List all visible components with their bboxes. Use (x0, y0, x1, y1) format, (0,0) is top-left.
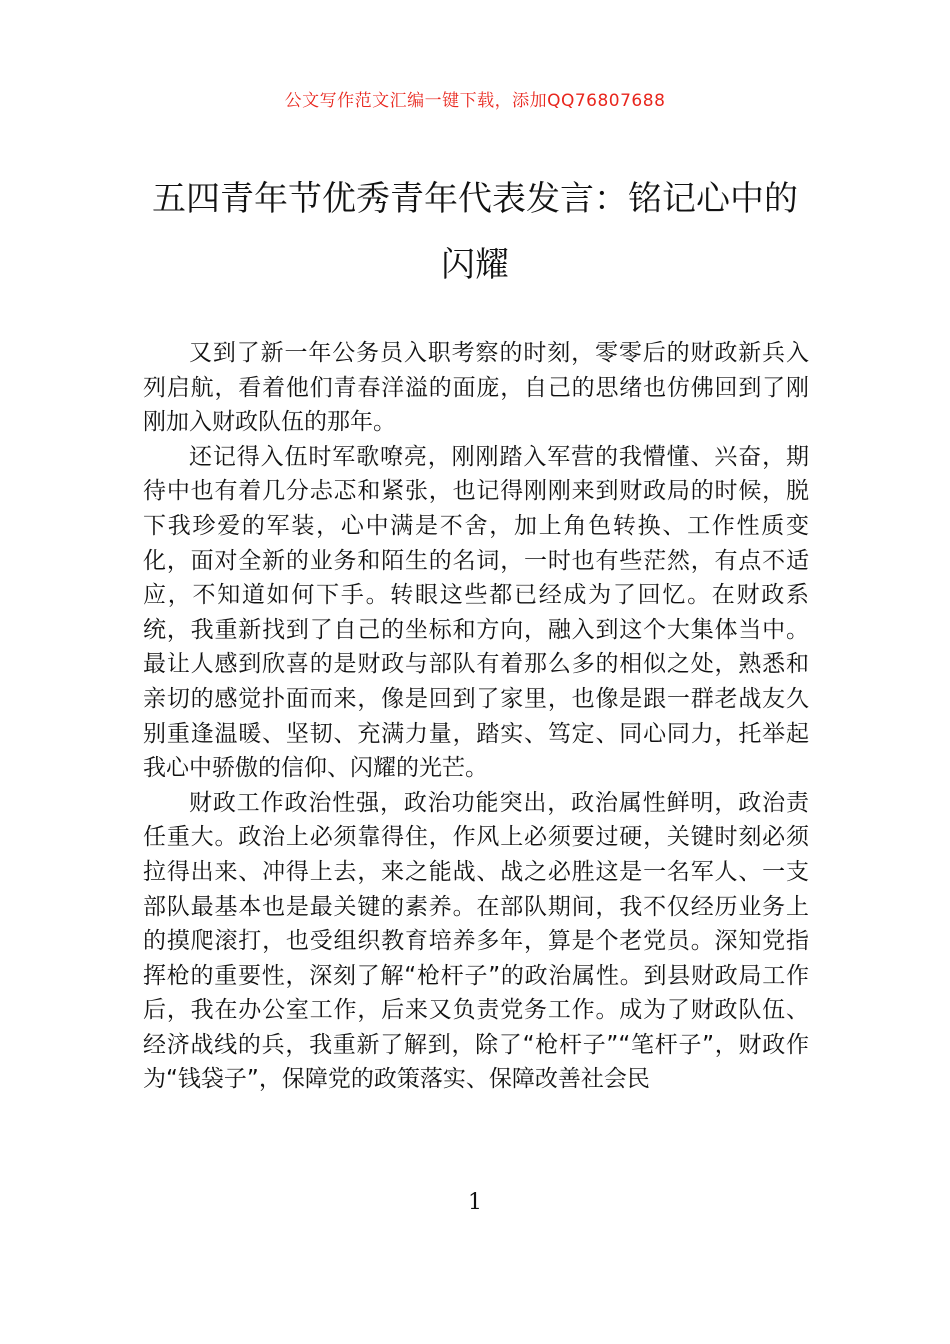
paragraph: 又到了新一年公务员入职考察的时刻，零零后的财政新兵入列启航，看着他们青春洋溢的面庞，自己的思绪也仿佛回到了刚刚加入财政队伍的那年。 (143, 340, 809, 436)
page-number: 1 (468, 1190, 482, 1215)
paragraph: 还记得入伍时军歌嘹亮，刚刚踏入军营的我懵懂、兴奋，期待中也有着几分忐忑和紧张，也记得刚刚来到财政局的时候，脱下我珍爱的军装，心中满是不舍，加上角色转换、工作性质变化，面对全新的业务和陌生的名词，一时也有些茫然，有点不适应，不知道如何下手。转眼这些都已经成为了回忆。在财政系统，我重新找到了自己的坐标和方向，融入到这个大集体当中。最让人感到欣喜的是财政与部队有着那么多的相似之处，熟悉和亲切的感觉扑面而来，像是回到了家里，也像是跟一群老战友久别重逢温暖、坚韧、充满力量，踏实、笃定、同心同力，托举起我心中骄傲的信仰、闪耀的光芒。 (143, 443, 809, 782)
document-title: 五四青年节优秀青年代表发言：铭记心中的闪耀 (152, 179, 798, 285)
document-body (143, 336, 809, 1097)
paragraph: 财政工作政治性强，政治功能突出，政治属性鲜明，政治责任重大。政治上必须靠得住，作风上必须要过硬，关键时刻必须拉得出来、冲得上去，来之能战、战之必胜这是一名军人、一支部队最基本也是最关键的素养。在部队期间，我不仅经历业务上的摸爬滚打，也受组织教育培养多年，算是个老党员。深知党指挥枪的重要性，深刻了解“枪杆子”的政治属性。到县财政局工作后，我在办公室工作，后来又负责党务工作。成为了财政队伍、经济战线的兵，我重新了解到，除了“枪杆子”“笔杆子”，财政作为“钱袋子”，保障党的政策落实、保障改善社会民 (143, 789, 809, 1093)
header-download-note: 公文写作范文汇编一键下载，添加QQ76807688 (284, 91, 666, 111)
